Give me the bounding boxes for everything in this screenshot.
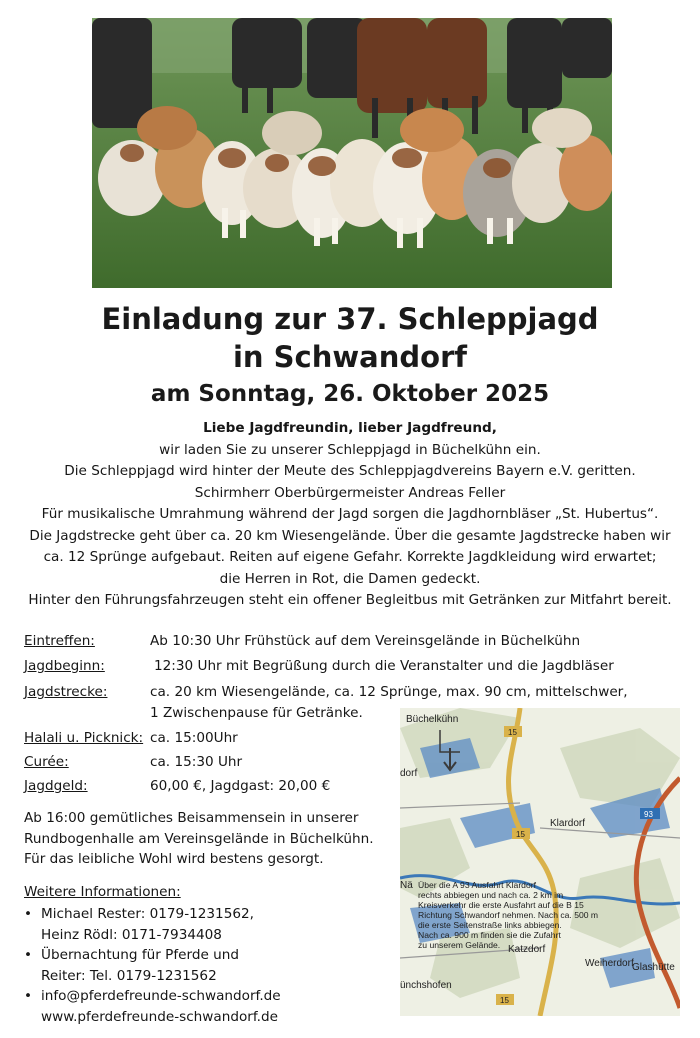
lodging-line: Reiter: Tel. 0179-1231562: [41, 967, 217, 984]
map-place: ünchshofen: [400, 980, 452, 991]
greeting: Liebe Jagdfreundin, lieber Jagdfreund,: [203, 420, 497, 436]
event-date: am Sonntag, 26. Oktober 2025: [150, 381, 550, 407]
schedule-value: 60,00 €, Jagdgast: 20,00 €: [150, 778, 331, 794]
intro-block: [0, 418, 700, 612]
schedule-value-2: 1 Zwischenpause für Getränke.: [150, 705, 363, 721]
intro-line: Die Jagdstrecke geht über ca. 20 km Wiesengelände. Über die gesamte Jagdstrecke haben wir: [29, 527, 671, 544]
schedule-value: 12:30 Uhr mit Begrüßung durch die Veranstalter und die Jagdbläser: [154, 658, 614, 674]
directions-line: Kreisverkehr die erste Ausfahrt auf die B 15: [418, 900, 584, 910]
map-road-label: 15: [516, 830, 525, 839]
title-line-2: in Schwandorf: [232, 340, 467, 374]
contact-item: [24, 904, 281, 945]
map-road-label: 15: [508, 728, 517, 737]
schedule-value: ca. 15:30 Uhr: [150, 754, 243, 770]
lodging-item: [24, 945, 281, 986]
evening-line: Rundbogenhalle am Vereinsgelände in Büchelkühn.: [24, 830, 374, 847]
map-place: Katzdorf: [508, 944, 546, 955]
directions-line: rechts abbiegen und nach ca. 2 km im: [418, 890, 564, 900]
map-place: Klardorf: [550, 818, 586, 829]
contact-line: Heinz Rödl: 0171-7934408: [41, 926, 222, 943]
evening-paragraph: [24, 808, 374, 870]
website-link[interactable]: www.pferdefreunde-schwandorf.de: [41, 1008, 278, 1025]
directions-line: die erste Seitenstraße links abbiegen.: [418, 920, 562, 930]
schedule-label: Jagdbeginn:: [24, 658, 105, 674]
intro-line: Hinter den Führungsfahrzeugen steht ein offener Begleitbus mit Getränken zur Mitfahrt bereit.: [28, 592, 672, 608]
email-link[interactable]: info@pferdefreunde-schwandorf.de: [41, 988, 281, 1004]
schedule-label: Jagdstrecke:: [24, 684, 108, 700]
intro-line: ca. 12 Sprünge aufgebaut. Reiten auf eigene Gefahr. Korrekte Jagdkleidung wird erwartet;: [43, 549, 657, 565]
map-road-label: 15: [500, 996, 509, 1005]
bullet-icon: •: [24, 988, 33, 1004]
evening-line: Ab 16:00 gemütliches Beisammensein in unserer: [24, 810, 359, 826]
schedule-label: Eintreffen:: [24, 633, 95, 649]
map-place: Büchelkühn: [406, 714, 459, 725]
bullet-icon: •: [24, 947, 33, 963]
evening-line: Für das leibliche Wohl wird bestens gesorgt.: [24, 851, 324, 867]
directions-line: Nach ca. 900 m finden sie die Zufahrt: [418, 930, 561, 940]
contact-line: Michael Rester: 0179-1231562,: [41, 906, 254, 922]
directions-line: Über die A 93 Ausfahrt Klardorf: [418, 880, 536, 890]
info-list: [24, 904, 281, 1027]
schedule-label: Jagdgeld:: [24, 778, 88, 794]
map-place: Glashütte: [632, 962, 675, 973]
intro-line: wir laden Sie zu unserer Schleppjagd in Büchelkühn ein.: [159, 441, 541, 458]
map-road-label: 93: [644, 810, 653, 819]
web-item: [24, 986, 281, 1027]
intro-line: Die Schleppjagd wird hinter der Meute des Schleppjagdvereins Bayern e.V. geritten.: [64, 463, 636, 479]
map-place: dorf: [400, 768, 418, 779]
hounds-photo: [92, 18, 612, 288]
schedule-value: ca. 15:00Uhr: [150, 730, 238, 746]
intro-line: Schirmherr Oberbürgermeister Andreas Feller: [194, 484, 506, 501]
intro-line: die Herren in Rot, die Damen gedeckt.: [219, 570, 481, 587]
directions-line: Richtung Schwandorf nehmen. Nach ca. 500 m: [418, 910, 599, 920]
schedule-label: Halali u. Picknick:: [24, 730, 144, 746]
bullet-icon: •: [24, 906, 33, 922]
schedule-label: Curée:: [24, 754, 69, 770]
map-place: Weiherdorf: [585, 958, 634, 969]
info-heading: Weitere Informationen:: [24, 884, 181, 900]
schedule-value: Ab 10:30 Uhr Frühstück auf dem Vereinsgelände in Büchelkühn: [150, 633, 581, 649]
location-map: [400, 708, 680, 1016]
map-place: Nä: [400, 880, 413, 891]
title-line-1: Einladung zur 37. Schleppjagd: [101, 302, 599, 336]
schedule-value: ca. 20 km Wiesengelände, ca. 12 Sprünge, max. 90 cm, mittelschwer,: [150, 684, 628, 700]
intro-line: Für musikalische Umrahmung während der Jagd sorgen die Jagdhornbläser „St. Hubertus“.: [41, 506, 659, 522]
lodging-line: Übernachtung für Pferde und: [41, 947, 240, 963]
directions-line: zu unserem Gelände.: [418, 940, 501, 950]
